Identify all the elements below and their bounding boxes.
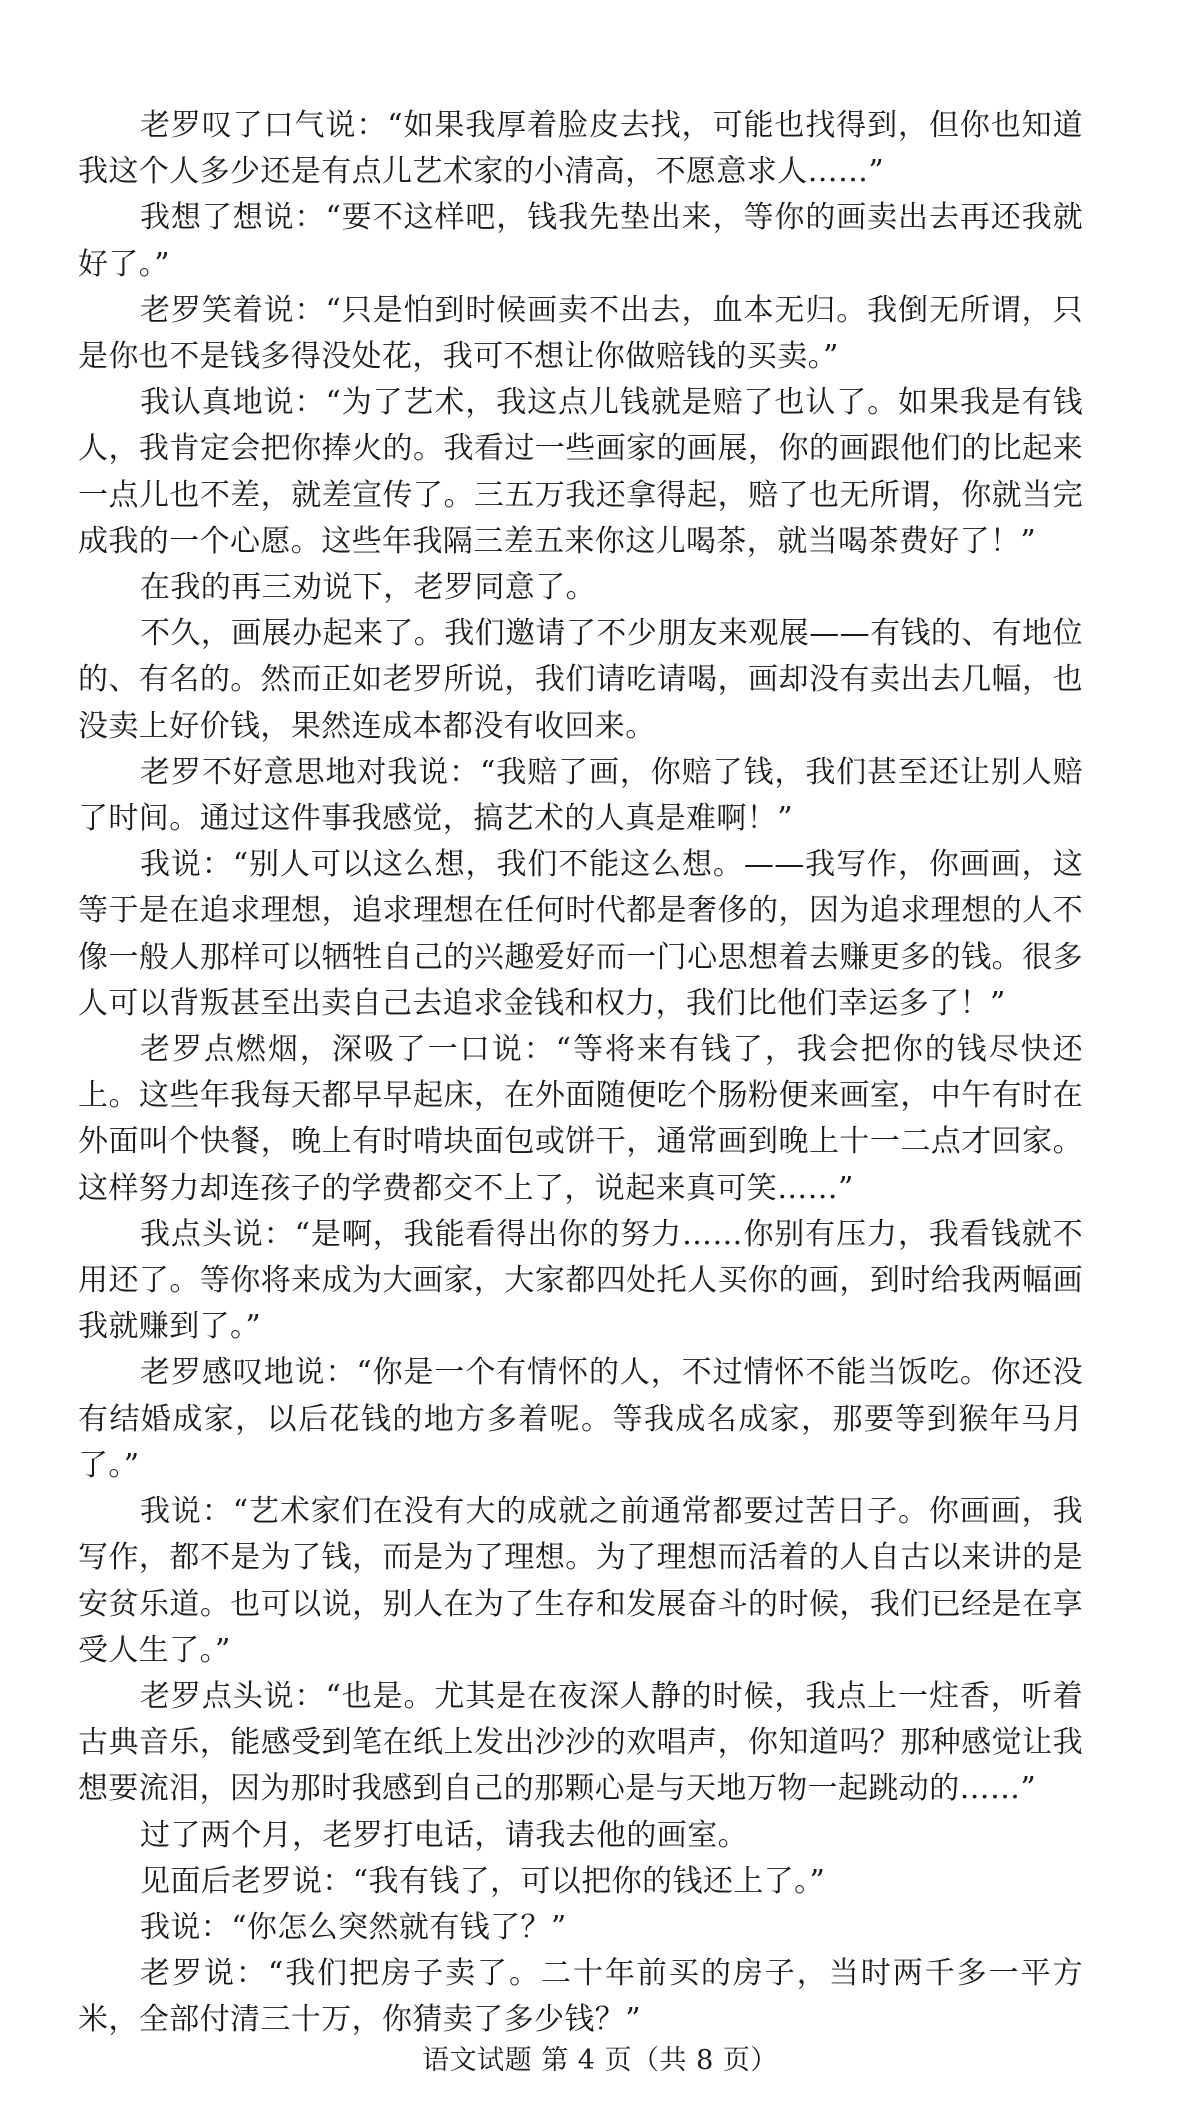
- page-footer: 语文试题 第 4 页（共 8 页）: [422, 2045, 778, 2076]
- paragraph: 老罗笑着说：“只是怕到时候画卖不出去，血本无归。我倒无所谓，只是你也不是钱多得没处花，我可不想让你做赔钱的买卖。”: [78, 292, 1083, 375]
- paragraph: 老罗叹了口气说：“如果我厚着脸皮去找，可能也找得到，但你也知道我这个人多少还是有点儿艺术家的小清高，不愿意求人……”: [78, 108, 1083, 190]
- paragraph: 老罗点头说：“也是。尤其是在夜深人静的时候，我点上一炷香，听着古典音乐，能感受到笔在纸上发出沙沙的欢唱声，你知道吗？那种感觉让我想要流泪，因为那时我感到自己的那颗心是与天地万物一起跳动的……”: [78, 1678, 1083, 1807]
- paragraph: 过了两个月，老罗打电话，请我去他的画室。: [140, 1817, 748, 1853]
- paragraph: 我说：“艺术家们在没有大的成就之前通常都要过苦日子。你画画，我写作，都不是为了钱，而是为了理想。为了理想而活着的人自古以来讲的是安贫乐道。也可以说，别人在为了生存和发展奋斗的时候，我们已经是在享受人生了。”: [78, 1494, 1083, 1668]
- paragraph: 我说：“你怎么突然就有钱了？”: [140, 1909, 567, 1945]
- paragraph: 老罗说：“我们把房子卖了。二十年前买的房子，当时两千多一平方米，全部付清三十万，你猜卖了多少钱？”: [78, 1956, 1083, 2038]
- paragraph: 见面后老罗说：“我有钱了，可以把你的钱还上了。”: [140, 1863, 826, 1899]
- paragraph: 我点头说：“是啊，我能看得出你的努力……你别有压力，我看钱就不用还了。等你将来成为大画家，大家都四处托人买你的画，到时给我两幅画我就赚到了。”: [78, 1216, 1083, 1345]
- paragraph: 老罗点燃烟，深吸了一口说：“等将来有钱了，我会把你的钱尽快还上。这些年我每天都早早起床，在外面随便吃个肠粉便来画室，中午有时在外面叫个快餐，晚上有时啃块面包或饼干，通常画到晚上十一二点才回家。这样努力却连孩子的学费都交不上了，说起来真可笑……”: [78, 1032, 1083, 1206]
- paragraph: 我想了想说：“要不这样吧，钱我先垫出来，等你的画卖出去再还我就好了。”: [78, 200, 1083, 282]
- paragraph: 我说：“别人可以这么想，我们不能这么想。——我写作，你画画，这等于是在追求理想，追求理想在任何时代都是奢侈的，因为追求理想的人不像一般人那样可以牺牲自己的兴趣爱好而一门心思想着去赚更多的钱。很多人可以背叛甚至出卖自己去追求金钱和权力，我们比他们幸运多了！”: [78, 847, 1083, 1021]
- paragraph: 不久，画展办起来了。我们邀请了不少朋友来观展——有钱的、有地位的、有名的。然而正如老罗所说，我们请吃请喝，画却没有卖出去几幅，也没卖上好价钱，果然连成本都没有收回来。: [78, 616, 1083, 744]
- paragraph: 我认真地说：“为了艺术，我这点儿钱就是赔了也认了。如果我是有钱人，我肯定会把你捧火的。我看过一些画家的画展，你的画跟他们的比起来一点儿也不差，就差宣传了。三五万我还拿得起，赔了也无所谓，你就当完成我的一个心愿。这些年我隔三差五来你这儿喝茶，就当喝茶费好了！”: [78, 385, 1083, 559]
- paragraph: 老罗不好意思地对我说：“我赔了画，你赔了钱，我们甚至还让别人赔了时间。通过这件事我感觉，搞艺术的人真是难啊！”: [78, 754, 1083, 837]
- document-body: [78, 103, 1083, 2044]
- paragraph: 在我的再三劝说下，老罗同意了。: [140, 570, 596, 606]
- paragraph: 老罗感叹地说：“你是一个有情怀的人，不过情怀不能当饭吃。你还没有结婚成家，以后花钱的地方多着呢。等我成名成家，那要等到猴年马月了。”: [78, 1355, 1083, 1483]
